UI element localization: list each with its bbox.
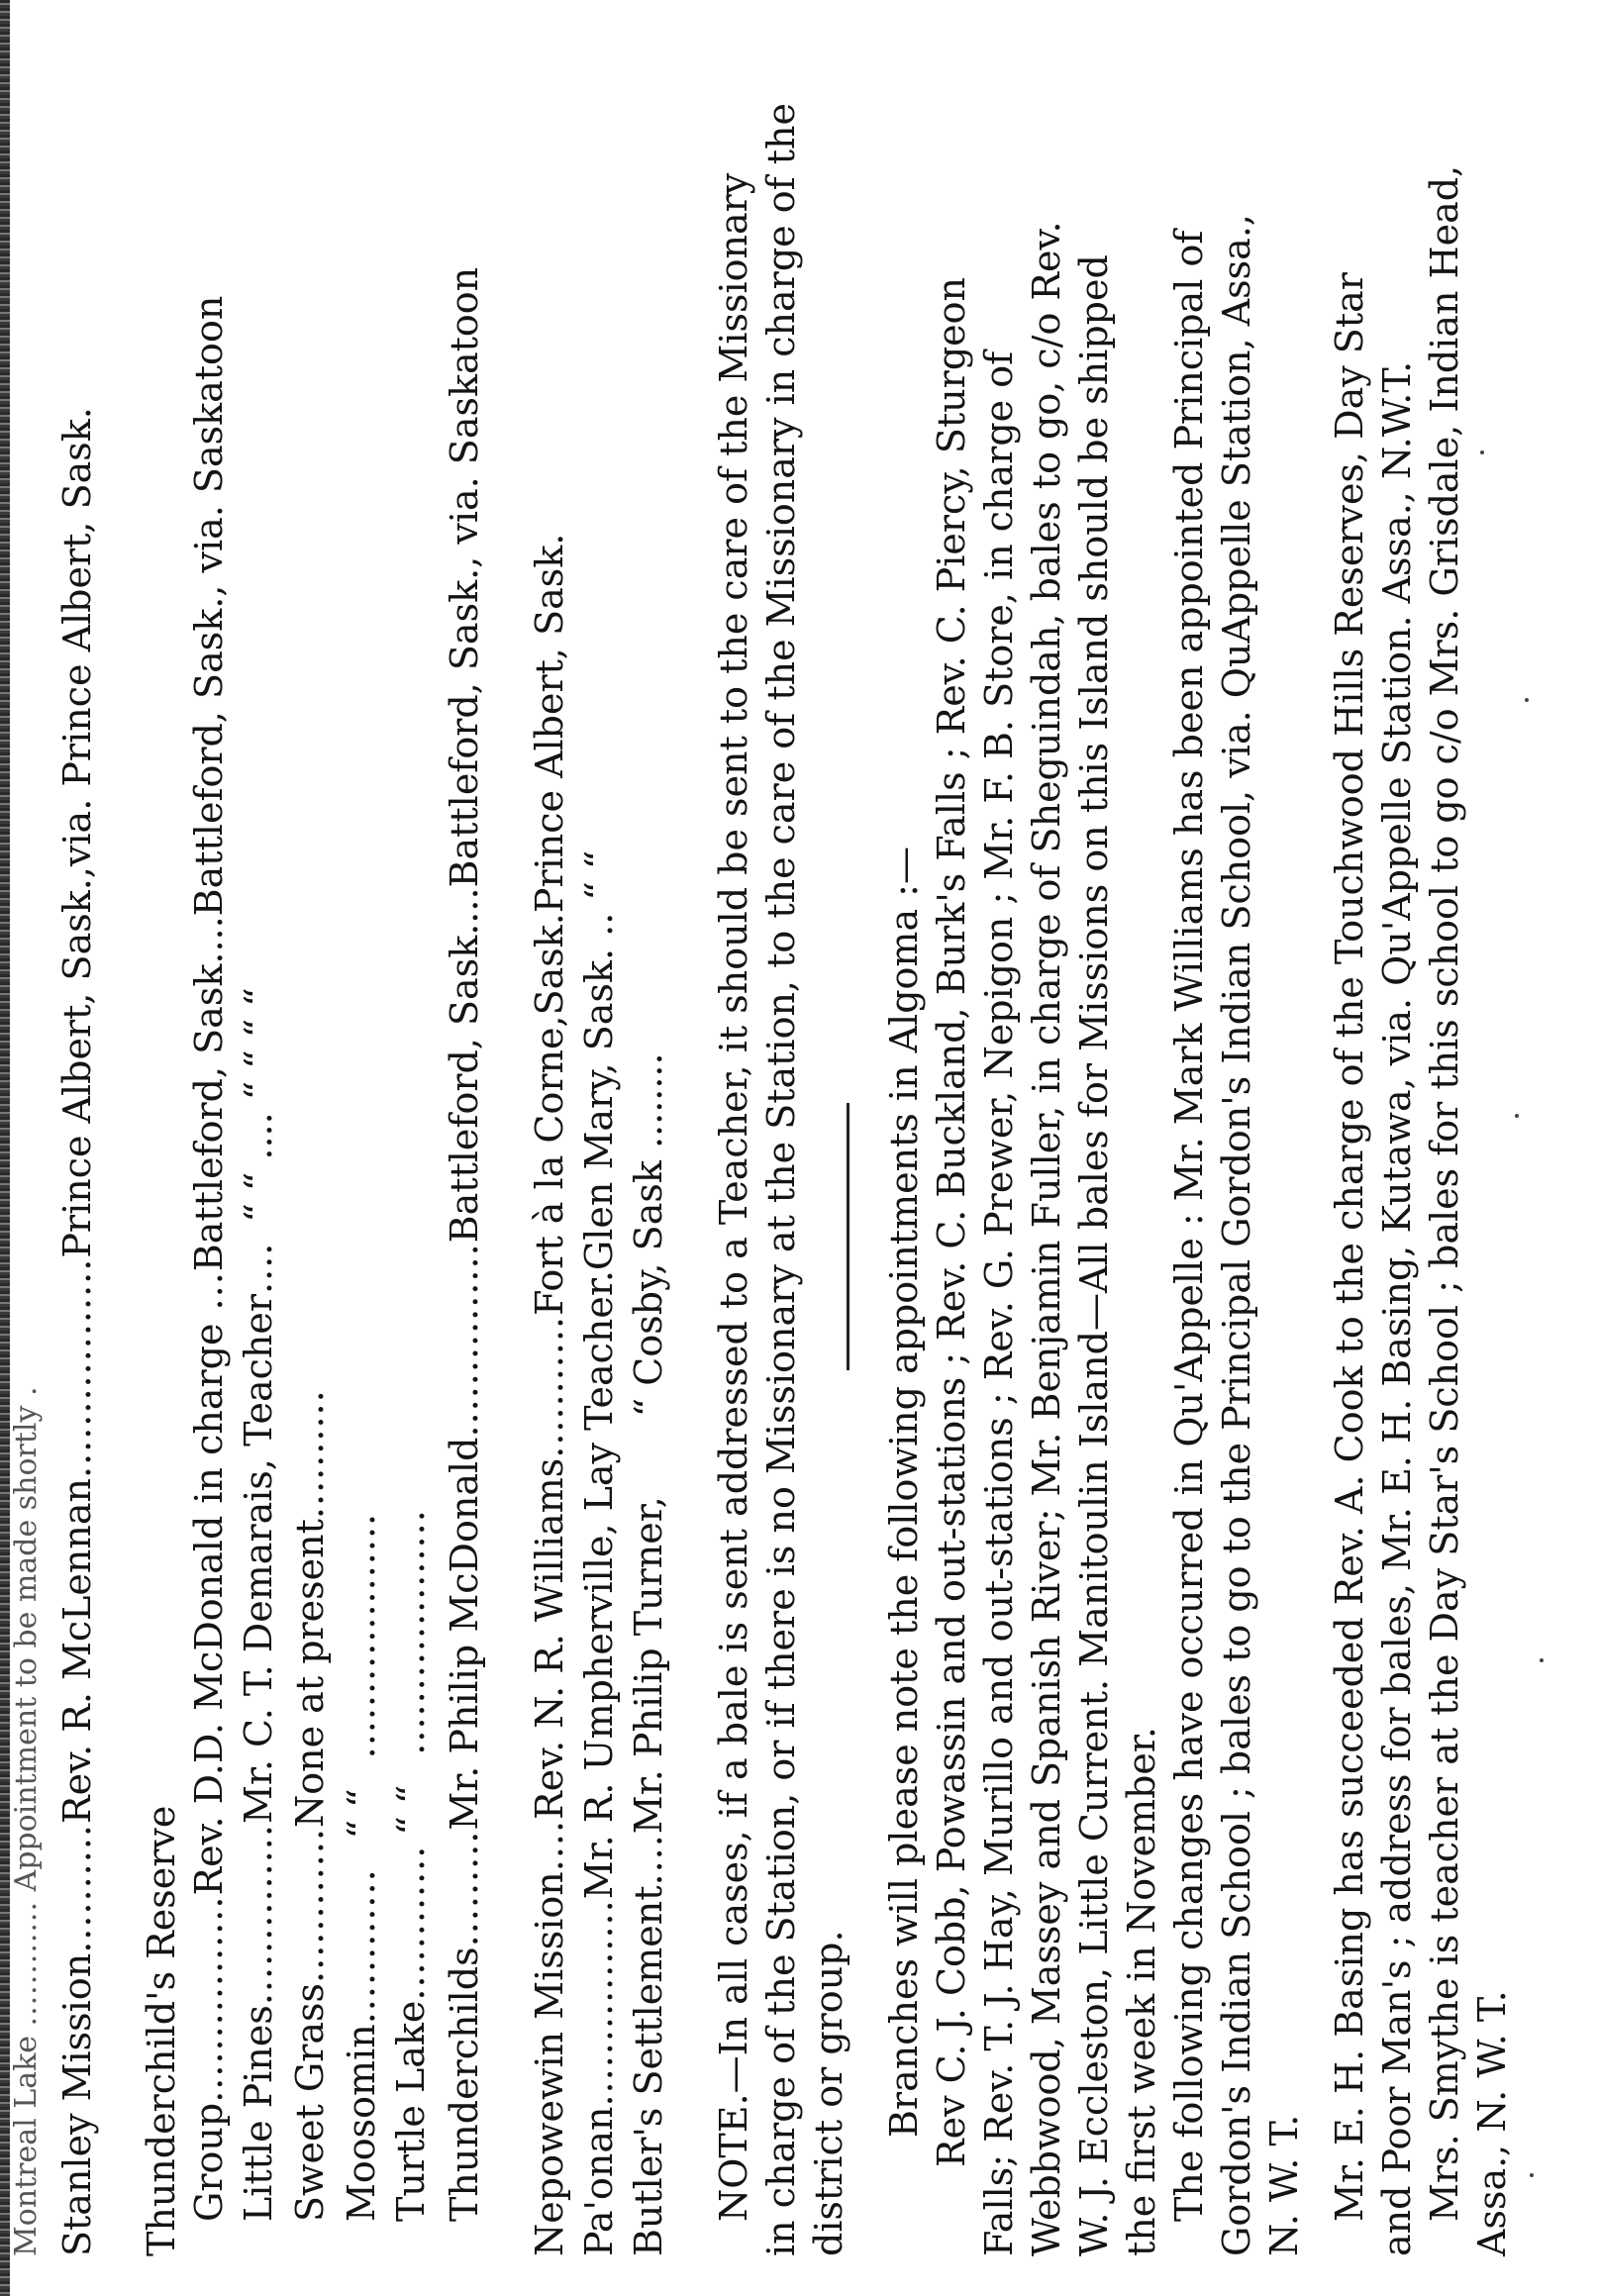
algoma-line: Rev C. J. Cobb, Powassin and out-stations ; Rev. C. Buckland, Burk's Falls ; Rev. C. Piercy, Sturgeon (930, 276, 973, 2167)
station-row (576, 850, 623, 2256)
station-address: Battleford, Sask....Battleford, Sask., via. Saskatoon (187, 295, 231, 1272)
station-person: “ “ (389, 1784, 433, 1836)
station-leader: .... (627, 1834, 670, 1886)
station-person: “ “ (340, 1788, 383, 1840)
station-name: Little Pines (237, 2005, 280, 2222)
station-address: “ Cosby, Sask ........ (627, 1052, 670, 1418)
station-name: Group (187, 2102, 231, 2222)
quappelle-line: The following changes have occurred in Qu'Appelle : Mr. Mark Williams has been appointed Principal of (1167, 230, 1211, 2222)
station-leader: ............ (340, 1868, 383, 2025)
scan-speck (1515, 1114, 1519, 1118)
algoma-line: Webbwood, Massey and Spanish River; Mr. Benjamin Fuller, in charge of Sheguindah, bales to go, c/o Rev. (1025, 221, 1068, 2256)
station-address: Battleford, Sask....Battleford, Sask., via. Saskatoon (443, 266, 486, 1244)
station-leader: .............. (237, 1824, 280, 2006)
station-row (236, 987, 282, 2222)
basing-line: Mrs. Smythe is teacher at the Day Star's School ; bales for this school to go c/o Mrs. Grisdale, Indian Head, (1423, 164, 1466, 2222)
header-note: Appointment to be made shortly . (9, 1386, 44, 1892)
station-leader: ......... (443, 1830, 486, 1947)
station-person: Mr. C. T. Demarais, Teacher (237, 1293, 280, 1825)
quappelle-line: N. W. T. (1262, 2114, 1306, 2256)
station-person: Mr. Philip McDonald (443, 1437, 486, 1831)
station-person: Mr. Philip Turner, (627, 1496, 670, 1835)
station-leader-2: ........... (528, 1315, 571, 1458)
station-address: Glen Mary, Sask. .. “ “ (577, 849, 621, 1271)
station-name: Thunderchild's Reserve (140, 1805, 183, 2256)
section-divider (847, 1103, 849, 1370)
station-leader-2: ... (187, 1271, 231, 1324)
algoma-line: Falls; Rev. T. J. Hay, Murillo and out-stations ; Rev. G. Prewer, Nepigon ; Mr. F. B. Store, in charge of (977, 350, 1021, 2256)
rotated-document-page (0, 19, 1597, 2296)
station-name: Stanley Mission (55, 1952, 99, 2256)
algoma-line: W. J. Eccleston, Little Current. Manitoulin Island—All bales for Missions on this Island should be shipped (1072, 254, 1116, 2256)
basing-line: and Poor Man's ; address for bales, Mr. E. H. Basing, Kutawa, via. Qu'Appelle Station. Assa., N.W.T. (1375, 360, 1419, 2256)
station-person: Rev. D.D. McDonald in charge (187, 1323, 231, 1896)
scan-speck (1480, 450, 1484, 454)
station-leader-2: .......... (288, 1389, 332, 1520)
station-person: Mr. R. Umpherville, Lay Teacher. (577, 1270, 621, 1900)
station-address: “ “ .... “ “ “ “ (237, 987, 280, 1223)
station-row (287, 1389, 334, 2222)
station-row (388, 1509, 435, 2222)
scan-speck (1525, 698, 1529, 702)
station-row (527, 534, 573, 2256)
station-address: Fort à la Corne,Sask.Prince Albert, Sask. (528, 533, 571, 1316)
station-leader: ............ (288, 1827, 332, 1983)
station-name: Thunderchilds (443, 1947, 486, 2222)
station-address: Prince Albert, Sask.,via. Prince Albert, Sask. (55, 407, 99, 1258)
header-line (3, 1386, 50, 2256)
basing-line: Assa., N. W. T. (1470, 1990, 1514, 2256)
station-leader-2: ................. (55, 1257, 99, 1479)
station-row (139, 1806, 185, 2256)
station-row (339, 1513, 385, 2222)
station-leader: ............ (389, 1845, 433, 2001)
station-leader-2: ................... (389, 1509, 433, 1755)
station-row (626, 1052, 672, 2256)
station-leader-2: ................... (340, 1512, 383, 1759)
station-name: Pa'onan (577, 2106, 621, 2256)
station-row (54, 407, 101, 2256)
header-leader: ............ (9, 1901, 44, 2027)
station-name: Nepowewin Mission (528, 1871, 571, 2256)
basing-line: Mr. E. H. Basing has succeeded Rev. A. Cook to the charge of the Touchwood Hills Reserves, Day Star (1328, 272, 1371, 2222)
note-line: NOTE.—In all cases, if a bale is sent addressed to a Teacher, it should be sent to the care of the Missionary (712, 172, 755, 2222)
station-name: Moosomin (340, 2024, 383, 2222)
station-leader: ................ (187, 1895, 231, 2103)
station-person: Rev. R. McLennan (55, 1478, 99, 1824)
station-leader: .......... (55, 1824, 99, 1953)
station-leader-2: .... (237, 1242, 280, 1294)
quappelle-line: Gordon's Indian School ; bales to go to the Principal Gordon's Indian School, via. QuAppelle Station, Assa., (1215, 214, 1258, 2256)
scan-speck (1540, 1658, 1544, 1662)
station-leader: .... (528, 1819, 571, 1872)
algoma-line: Branches will please note the following appointments in Algoma :— (882, 847, 926, 2138)
note-line: district or group. (807, 1930, 850, 2256)
header-label: Montreal Lake (9, 2035, 44, 2256)
station-name: Sweet Grass (288, 1982, 332, 2222)
algoma-line: the first week in November. (1120, 1727, 1163, 2256)
station-person: Rev. N. R. Williams (528, 1457, 571, 1820)
station-row (442, 267, 488, 2222)
scan-speck (1530, 2173, 1534, 2177)
station-leader-2: ............... (443, 1243, 486, 1438)
station-name: Turtle Lake (389, 2000, 433, 2222)
station-row (186, 296, 233, 2222)
station-name: Butler's Settlement (627, 1885, 670, 2256)
station-leader: ................ (577, 1899, 621, 2107)
station-person: None at present (288, 1519, 332, 1828)
note-line: in charge of the Station, or if there is no Missionary at the Station, to the care of the Missionary in charge of the (759, 103, 803, 2256)
